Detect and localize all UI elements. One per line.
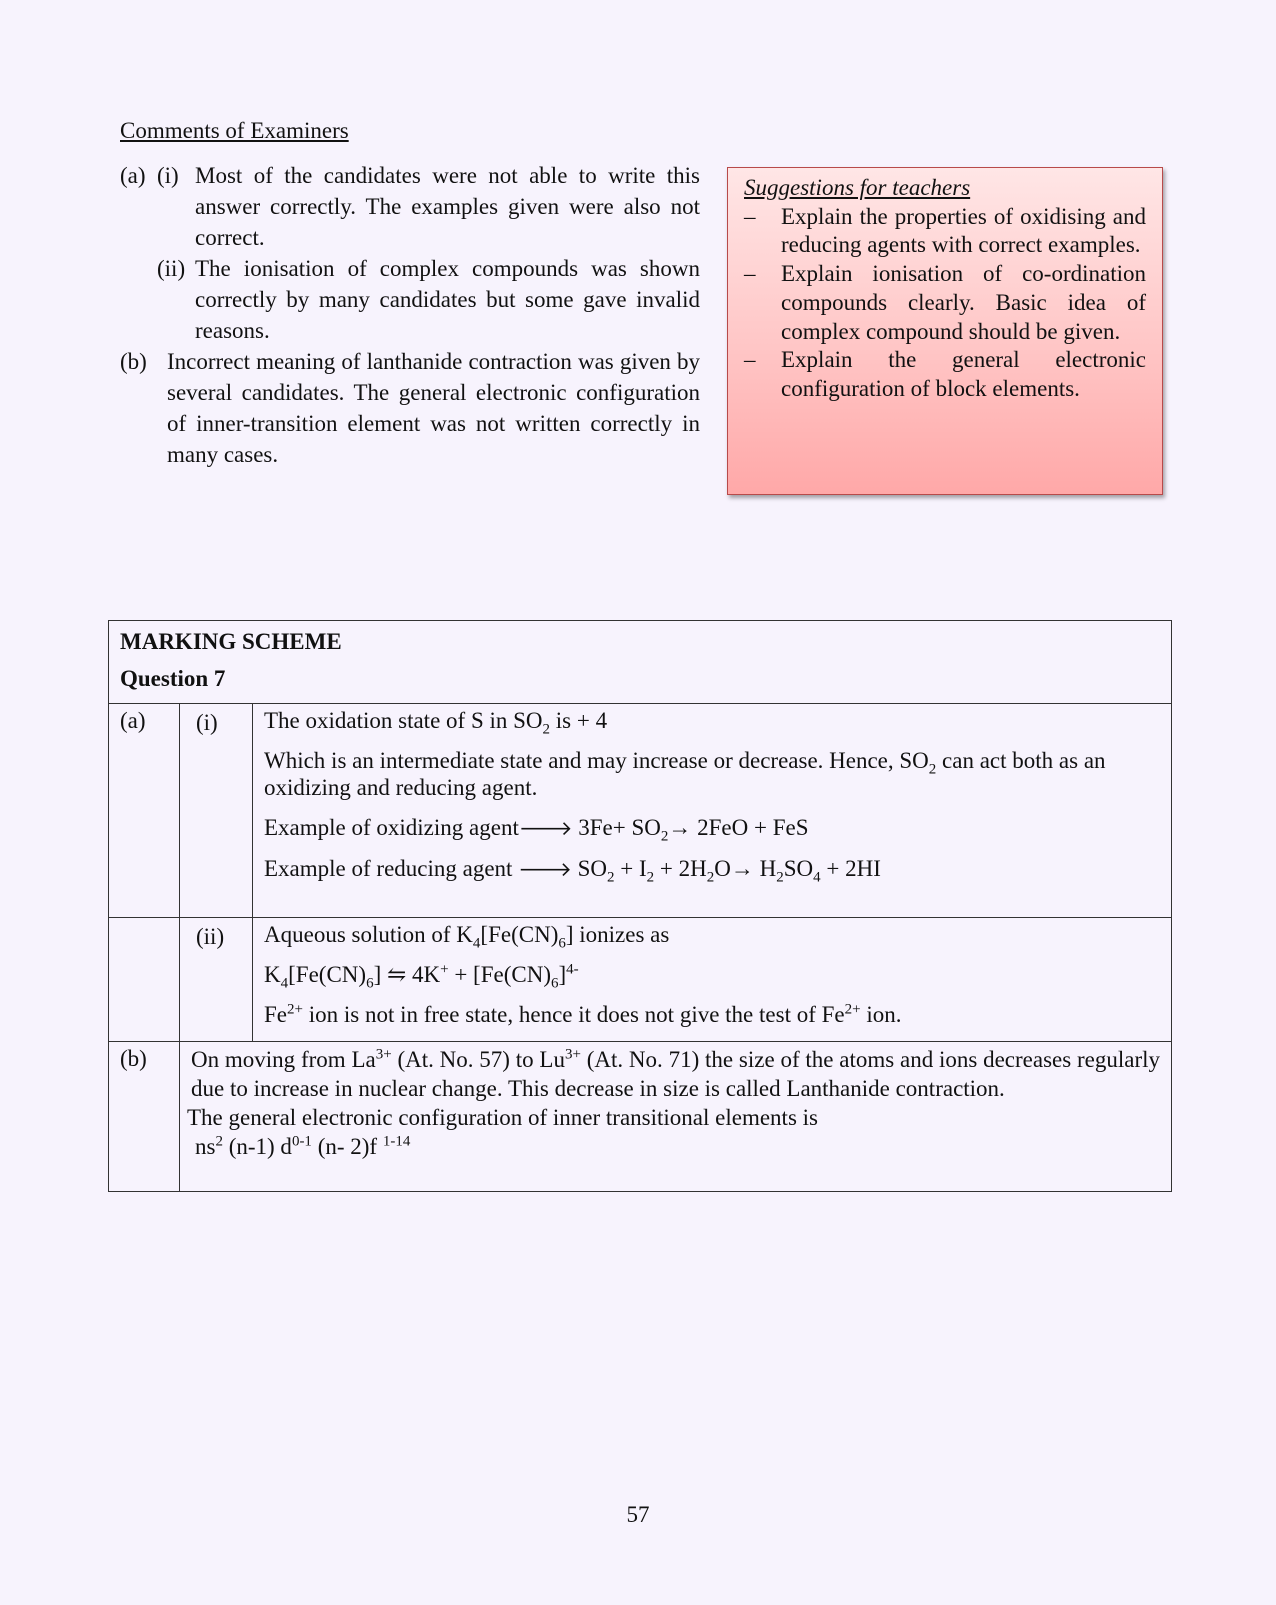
suggestion-text: Explain the general electronic configuration of block elements.	[781, 347, 1146, 401]
marking-scheme-table	[108, 620, 1172, 1192]
bullet-dash: –	[744, 203, 756, 229]
comment-a-i-label: (i)	[157, 163, 179, 188]
answer-a-ii	[253, 918, 1172, 1042]
oxidizing-example-line: Example of oxidizing agent🡒 $3Fe+ SO_2\to 2FeO$ + FeS	[264, 815, 809, 845]
arrow-icon: 🡒	[518, 816, 573, 840]
answer-a-i	[253, 704, 1172, 918]
answer-b	[180, 1042, 1172, 1192]
suggestion-item	[744, 260, 1146, 346]
empty-label-cell	[109, 918, 180, 1042]
suggestions-box	[727, 167, 1163, 495]
general-config-text: The general electronic configuration of inner transitional elements is	[187, 1105, 818, 1130]
reducing-example-line: Example of reducing agent 🡒 $SO_2 + I_2 + 2H_2O\to H_2SO_4 + 2HI$	[264, 856, 881, 886]
marking-scheme-header	[109, 621, 1172, 704]
subpart-ii-label: (ii)	[180, 918, 253, 1042]
comment-a-label: (a)	[120, 163, 146, 188]
suggestion-text: Explain ionisation of co-ordination compounds clearly. Basic idea of complex compound should be given.	[781, 261, 1146, 344]
part-b-label: (b)	[109, 1042, 180, 1192]
ionization-equation: $K_4[Fe(CN)_6]$ ⇋ $4K^+ + [Fe(CN)_6]^{4-}$	[264, 961, 579, 992]
suggestions-title: Suggestions for teachers	[744, 175, 971, 200]
subpart-i-label: (i)	[180, 704, 253, 918]
comment-a-ii-label: (ii)	[157, 256, 186, 281]
comment-a-ii	[120, 253, 700, 346]
question-title: Question 7	[120, 666, 226, 691]
part-a-label: (a)	[109, 704, 180, 918]
fe-ion-line: $Fe^{2+}$ ion is not in free state, hence it does not give the test of $Fe^{2+}$ ion.	[264, 1001, 902, 1027]
arrow-icon: 🡒	[518, 857, 572, 881]
page-number: 57	[626, 1502, 650, 1527]
comment-b-label: (b)	[120, 349, 147, 374]
comment-a-i	[120, 160, 700, 253]
comments-heading: Comments of Examiners	[120, 118, 349, 143]
bullet-dash: –	[744, 261, 756, 287]
oxidation-state-line: The oxidation state of S in $SO_2$ is + 4	[264, 708, 608, 738]
bullet-dash: –	[744, 347, 756, 373]
marking-scheme-title: MARKING SCHEME	[120, 629, 342, 654]
comment-a-i-text: Most of the candidates were not able to write this answer correctly. The examples given were also not correct.	[195, 163, 700, 250]
general-config-formula: $ns^2$ (n-1) $d^{0-1}$ (n- 2)f $^{1-14}$	[195, 1133, 411, 1159]
suggestion-text: Explain the properties of oxidising and reducing agents with correct examples.	[781, 203, 1146, 258]
comment-b-text: Incorrect meaning of lanthanide contraction was given by several candidates. The general electronic configuration of inner-transition element was not written correctly in many cases.	[167, 349, 700, 467]
comment-b	[120, 346, 700, 470]
examiner-comments	[120, 160, 700, 470]
aqueous-solution-line: Aqueous solution of $K_4[Fe(CN)_6]$ ionizes as	[264, 922, 670, 952]
lanthanide-contraction-text: On moving from $La^{3+}$ (At. No. 57) to $Lu^{3+}$ (At. No. 71) the size of the atoms and ions decreases regularly due to increase in nuclear change. This decrease in size is called Lanthanide contraction.	[191, 1046, 1161, 1101]
comment-a-ii-text: The ionisation of complex compounds was shown correctly by many candidates but some gave invalid reasons.	[195, 256, 700, 343]
intermediate-state-line: Which is an intermediate state and may increase or decrease. Hence, $SO_2$ can act both as an oxidizing and reducing agent.	[264, 748, 1106, 800]
suggestion-item	[744, 346, 1146, 403]
suggestion-item	[744, 203, 1146, 260]
